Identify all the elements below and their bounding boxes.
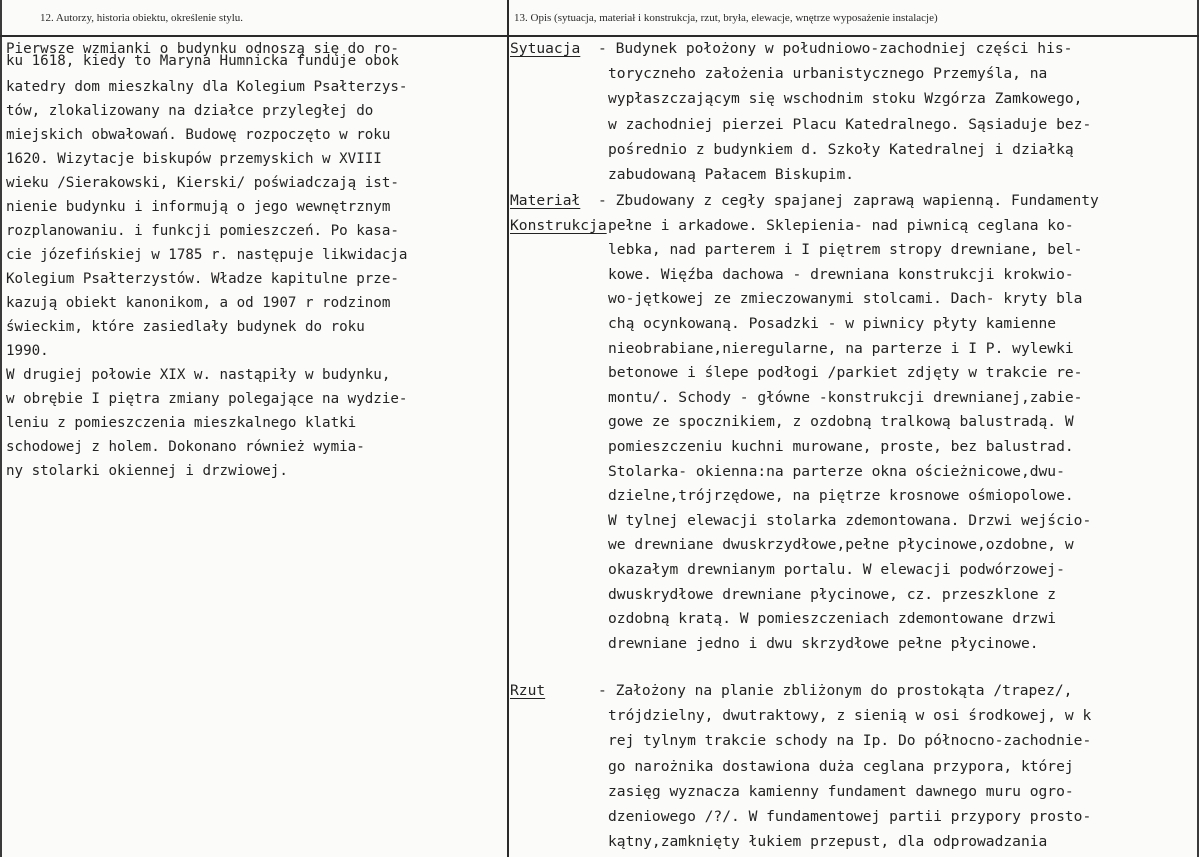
history-line: cie józefińskiej w 1785 r. następuje likwidacja — [6, 247, 408, 263]
description-line: chą ocynkowaną. Posadzki - w piwnicy płyty kamienne — [608, 315, 1057, 332]
description-line: rej tylnym trakcie schody na Ip. Do północno-zachodnie- — [608, 732, 1092, 750]
description-line: dzeniowego /?/. W fundamentowej partii przypory prosto- — [608, 808, 1092, 825]
description-line: kątny,zamknięty łukiem przepust, dla odprowadzania — [608, 833, 1048, 851]
history-line: kazują obiekt kanonikom, a od 1907 r rodzinom — [6, 295, 391, 311]
left-column-header: 12. Autorzy, historia obiektu, określenie stylu. — [40, 12, 244, 24]
history-line: schodowej z holem. Dokonano również wymia- — [6, 439, 365, 455]
description-line: wypłaszczającym się wschodnim stoku Wzgórza Zamkowego, — [608, 90, 1083, 108]
description-line: - Budynek położony w południowo-zachodniej części his- — [598, 40, 1073, 57]
history-line: tów, zlokalizowany na działce przyległej do — [6, 103, 374, 119]
description-line: Stolarka- okienna:na parterze okna ościeżnicowe,dwu- — [608, 462, 1065, 480]
description-line: toryczneho założenia urbanistycznego Przemyśla, na — [608, 65, 1048, 83]
history-line: ku 1618, kiedy to Maryna Humnicka funduje obok — [6, 53, 399, 69]
description-line: pośrednio z budynkiem d. Szkoły Katedralnej i działką — [608, 140, 1074, 158]
history-line: nienie budynku i informują o jego wewnętrznym — [6, 199, 391, 215]
right-column-header: 13. Opis (sytuacja, materiał i konstrukcja, rzut, bryła, elewacje, wnętrze wyposażenie instalacje) — [514, 12, 938, 24]
section-label-secondary: Konstrukcja — [510, 216, 607, 234]
description-line: W tylnej elewacji stolarka zdemontowana. Drzwi wejścio- — [608, 511, 1092, 529]
section-label: Sytuacja — [510, 40, 581, 57]
description-line: pełne i arkadowe. Sklepienia- nad piwnicą ceglana ko- — [608, 216, 1074, 234]
description-line: wo-jętkowej ze zmieczowanymi stolcami. Dach- kryty bla — [608, 290, 1083, 308]
description-line: ozdobną kratą. W pomieszczeniach zdemontowane drzwi — [608, 610, 1057, 628]
description-line: w zachodniej pierzei Placu Katedralnego. Sąsiaduje bez- — [608, 115, 1092, 133]
description-line: - Założony na planie zbliżonym do prostokąta /trapez/, — [598, 682, 1073, 699]
description-line: okazałym drewnianym portalu. W elewacji podwórzowej- — [608, 561, 1065, 578]
history-line: wieku /Sierakowski, Kierski/ poświadczają ist- — [6, 175, 399, 191]
history-line: w obrębie I piętra zmiany polegające na wydzie- — [6, 391, 408, 407]
history-line: miejskich obwałowań. Budowę rozpoczęto w roku — [6, 127, 391, 143]
description-line: trójdzielny, dwutraktowy, z sienią w osi środkowej, w k — [608, 707, 1092, 725]
history-line: 1620. Wizytacje biskupów przemyskich w XVIII — [6, 151, 382, 167]
description-line: dwuskrydłowe drewniane płycinowe, cz. przeszklone z — [608, 585, 1057, 603]
history-line: rozplanowaniu. i funkcji pomieszczeń. Po kasa- — [6, 223, 399, 239]
description-line: - Zbudowany z cegły spajanej zaprawą wapienną. Fundamenty — [598, 192, 1099, 209]
description-line: zasięg wyznacza kamienny fundament dawnego muru ogro- — [608, 782, 1074, 800]
description-line: betonowe i ślepe podłogi /parkiet zdjęty w trakcie re- — [608, 364, 1083, 382]
history-line: W drugiej połowie XIX w. nastąpiły w budynku, — [6, 367, 391, 383]
section-label: Rzut — [510, 682, 546, 699]
left-border — [0, 0, 2, 857]
description-line: nieobrabiane,nieregularne, na parterze i I P. wylewki — [608, 339, 1074, 357]
description-line: pomieszczeniu kuchni murowane, proste, bez balustrad. — [608, 438, 1074, 455]
description-line: zabudowaną Pałacem Biskupim. — [608, 166, 855, 183]
description-line: kowe. Więźba dachowa - drewniana konstrukcji krokwio- — [608, 265, 1074, 283]
description-line: we drewniane dwuskrzydłowe,pełne płycinowe,ozdobne, w — [608, 536, 1074, 554]
history-line: leniu z pomieszczenia mieszkalnego klatki — [6, 415, 357, 431]
description-line: dzielne,trójrzędowe, na piętrze krosnowe ośmiopolowe. — [608, 487, 1074, 505]
description-line: drewniane jedno i dwu skrzydłowe pełne płycinowe. — [608, 634, 1039, 652]
column-divider — [507, 0, 509, 857]
history-line: 1990. — [6, 343, 49, 359]
description-line: gowe ze spocznikiem, z ozdobną tralkową balustradą. W — [608, 413, 1074, 431]
history-line: katedry dom mieszkalny dla Kolegium Psałterzys- — [6, 79, 408, 95]
description-line: lebka, nad parterem i I piętrem stropy drewniane, bel- — [608, 241, 1083, 259]
description-line: montu/. Schody - główne -konstrukcji drewnianej,zabie- — [608, 388, 1083, 406]
header-rule — [0, 35, 1199, 37]
history-line: Pierwsze wzmianki o budynku odnoszą się do ro- — [6, 41, 399, 57]
history-line: ny stolarki okiennej i drzwiowej. — [6, 463, 288, 479]
history-line: świeckim, które zasiedlały budynek do roku — [6, 319, 365, 335]
description-line: go narożnika dostawiona duża ceglana przypora, której — [608, 757, 1074, 775]
history-line: Kolegium Psałterzystów. Władze kapitulne prze- — [6, 271, 399, 287]
section-label: Materiał — [510, 192, 581, 209]
